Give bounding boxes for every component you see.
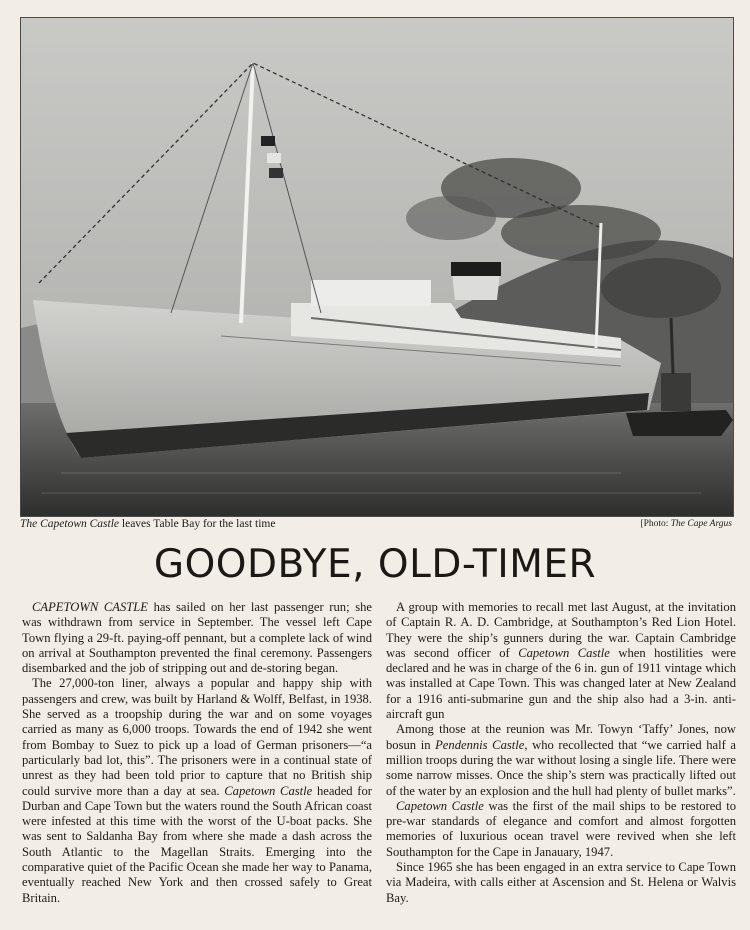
paragraph-text: has sailed on her last passenger run; she was withdrawn from service in September. The vessel left Cape Town flying a 29-ft. paying-off pennant, but a complete lack of wind on arrival at Southampton prevented the final ceremony. Passengers disembarked and the job of stripping out and de-storing began. [22,600,372,676]
article-headline: GOODBYE, OLD-TIMER [153,542,597,587]
caption-rest: leaves Table Bay for the last time [119,518,276,530]
ship-photo [20,17,734,517]
article-paragraph [386,799,736,860]
article-paragraph [22,600,372,676]
article-paragraph [386,722,736,798]
photo-credit [640,519,732,529]
article-paragraph [386,860,736,906]
paragraph-text: headed for Durban and Cape Town but the waters round the South African coast were infested at this time with the worst of the U-boat packs. She was sent to Saldanha Bay from where she made a dash across the South Atlantic to the Magellan Straits. Emerging into the comparative quiet of the Pacific Ocean she made her way to Panama, eventually reached New York and then crossed safely to Great Britain. [22,783,372,905]
paragraph-text: The 27,000-ton liner, always a popular and happy ship with passengers and crew, was built by Harland & Wolff, Belfast, in 1938. She served as a troopship during the war and on some voyages carried as many as 6,000 troops. Towards the end of 1942 she went from Bombay to Suez to pick up a load of German prisoners—“a particularly bad lot, this”. The prisoners were in a continual state of unrest as they had been told prior to capture that no British ship could survive more than a day at sea. [22,676,372,798]
article-column-left [22,600,372,906]
article-column-right [386,600,736,906]
italic-text: Capetown Castle [518,645,610,660]
paragraph-text: when hostilities were declared and he was in charge of the 6 in. gun of 1911 vintage which was installed at Cape Town. This was changed later at New Zealand for a 1916 anti-submarine gun and the ship also had a 3-in. anti-aircraft gun [386,645,736,722]
photo-credit-prefix: [Photo: [640,519,671,529]
paragraph-text: was the first of the mail ships to be restored to pre-war standards of elegance and comfort and almost forgotten memories of luxurious ocean travel were revived when she left Southampton for the Cape in Janauary, 1947. [386,798,736,859]
paragraph-text: A group with memories to recall met last August, at the invitation of Captain R. A. D. Cambridge, at Southampton’s Red Lion Hotel. They were the ship’s gunners during the war. Captain Cambridge was second officer of [386,600,736,660]
photo-caption [20,518,732,534]
paragraph-text: , who recollected that “we carried half a million troops during the war without losing a single life. There were some narrow misses. Once the ship’s stern was practically lifted out of the water by an explosion and the hull had plenty of bullet marks”. [386,737,737,798]
article-paragraph [22,676,372,905]
italic-text: CAPETOWN CASTLE [32,600,148,614]
caption-text [20,518,275,530]
italic-text: Pendennis Castle [435,737,525,752]
paragraph-text: Since 1965 she has been engaged in an extra service to Cape Town via Madeira, with calls either at Ascension and St. Helena or Walvis Bay. [386,860,736,905]
italic-text: Capetown Castle [224,783,313,798]
italic-text: Capetown Castle [396,798,484,813]
article-paragraph [386,600,736,722]
paragraph-text: Among those at the reunion was Mr. Towyn ‘Taffy’ Jones, now bosun in [386,722,736,752]
caption-ship-name: The Capetown Castle [20,518,120,530]
ship-photo-illustration [21,18,733,516]
photo-credit-source: The Cape Argus [670,519,732,529]
